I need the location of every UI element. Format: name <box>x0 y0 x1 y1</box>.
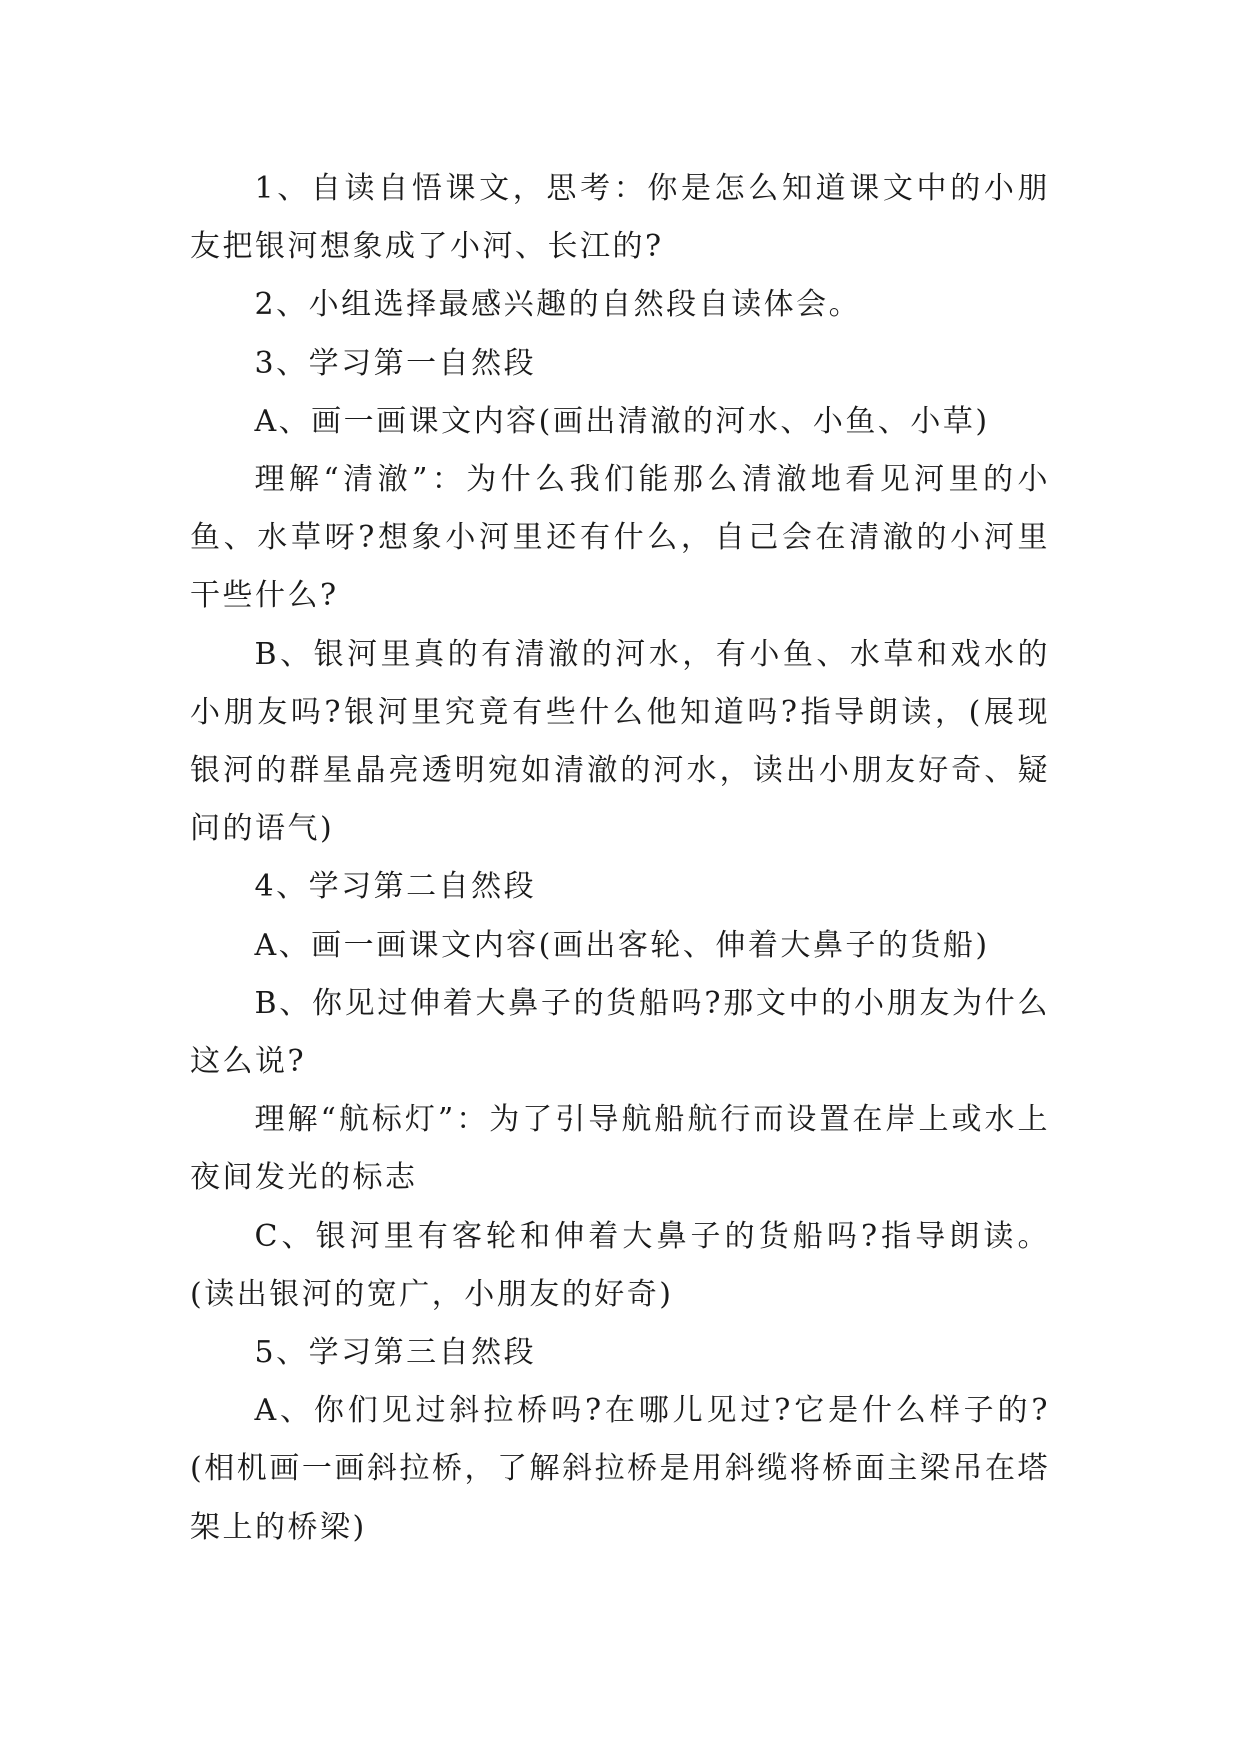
paragraph-step-2: 2、小组选择最感兴趣的自然段自读体会。 <box>254 287 862 323</box>
paragraph-step-3b: B、银河里真的有清澈的河水，有小鱼、水草和戏水的小朋友吗?银河里究竟有些什么他知道吗?指导朗读，(展现银河的群星晶亮透明宛如清澈的河水，读出小朋友好奇、疑问的语气) <box>190 636 1050 847</box>
paragraph-step-3a: A、画一画课文内容(画出清澈的河水、小鱼、小草) <box>254 403 990 439</box>
paragraph-step-5-heading: 5、学习第三自然段 <box>254 1335 537 1371</box>
paragraph-step-1: 1、自读自悟课文，思考：你是怎么知道课文中的小朋友把银河想象成了小河、长江的? <box>190 171 1050 265</box>
paragraph-step-3-heading: 3、学习第一自然段 <box>254 345 537 381</box>
paragraph-understand-beacon: 理解“航标灯”：为了引导航船航行而设置在岸上或水上夜间发光的标志 <box>190 1102 1050 1196</box>
document-body <box>190 160 1050 1557</box>
paragraph-understand-clear: 理解“清澈”：为什么我们能那么清澈地看见河里的小鱼、水草呀?想象小河里还有什么，自己会在清澈的小河里干些什么? <box>190 462 1050 614</box>
paragraph-step-4c: C、银河里有客轮和伸着大鼻子的货船吗?指导朗读。(读出银河的宽广，小朋友的好奇) <box>190 1218 1050 1312</box>
paragraph-step-4a: A、画一画课文内容(画出客轮、伸着大鼻子的货船) <box>254 927 990 963</box>
paragraph-step-5a: A、你们见过斜拉桥吗?在哪儿见过?它是什么样子的?(相机画一画斜拉桥，了解斜拉桥是用斜缆将桥面主梁吊在塔架上的桥梁) <box>190 1393 1050 1545</box>
paragraph-step-4-heading: 4、学习第二自然段 <box>254 869 537 905</box>
paragraph-step-4b: B、你见过伸着大鼻子的货船吗?那文中的小朋友为什么这么说? <box>190 985 1050 1080</box>
